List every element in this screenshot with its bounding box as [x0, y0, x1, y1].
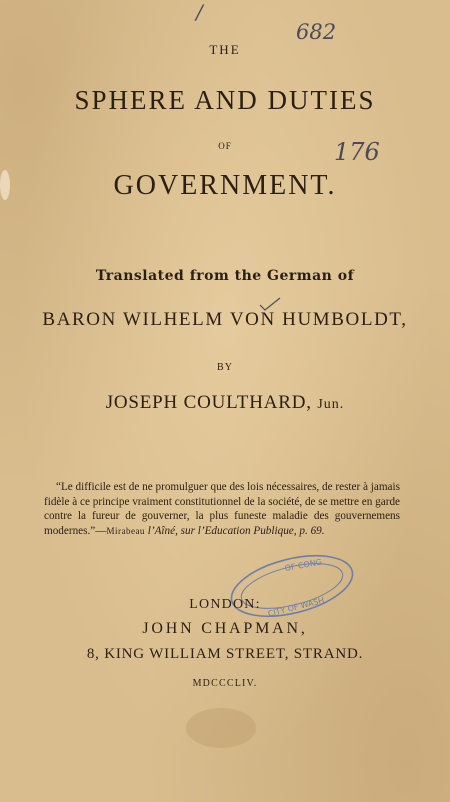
- epigraph-quote: “Le difficile est de ne promulguer que des lois nécessaires, de rester à jamais fidèle à ce principe vraiment constitutionnel de la société, de se mettre en garde contre la fureur de gouverner, la plus funeste maladie des gouvernemens modernes.”—: [44, 481, 400, 537]
- imprint-address: 8, KING WILLIAM STREET, STRAND.: [86, 646, 364, 662]
- translator-name: [0, 392, 450, 414]
- stamp-text-bottom: CITY OF WASH: [267, 595, 326, 618]
- pencil-check-mark: [258, 296, 282, 312]
- title-line-government: GOVERNMENT.: [113, 170, 337, 201]
- epigraph-source-page: , p. 69.: [293, 524, 325, 537]
- paper-stain: [186, 708, 256, 748]
- imprint-publisher: JOHN CHAPMAN,: [142, 620, 308, 637]
- title-line-main: SPHERE AND DUTIES: [74, 85, 376, 115]
- title-line-of: OF: [218, 141, 232, 151]
- translator-name-text: JOSEPH COULTHARD,: [105, 392, 312, 413]
- imprint-date: MDCCCLIV.: [192, 678, 258, 689]
- epigraph-source-work: l’Aîné, sur l’Education Publique: [147, 524, 294, 537]
- epigraph: [44, 480, 400, 538]
- stamp-text-top: OF CONG: [284, 557, 323, 573]
- shelf-number: 682: [296, 20, 337, 44]
- translated-from-line: Translated from the German of: [95, 268, 355, 284]
- margin-number: 176: [334, 138, 380, 166]
- by-label: BY: [217, 362, 233, 373]
- pencil-mark: /: [196, 0, 203, 24]
- author-name: BARON WILHELM VON HUMBOLDT,: [42, 309, 408, 330]
- imprint-city: LONDON:: [189, 597, 261, 612]
- translator-suffix: Jun.: [317, 397, 345, 412]
- epigraph-source-author: Mirabeau: [106, 525, 145, 536]
- title-line-the: THE: [209, 42, 241, 57]
